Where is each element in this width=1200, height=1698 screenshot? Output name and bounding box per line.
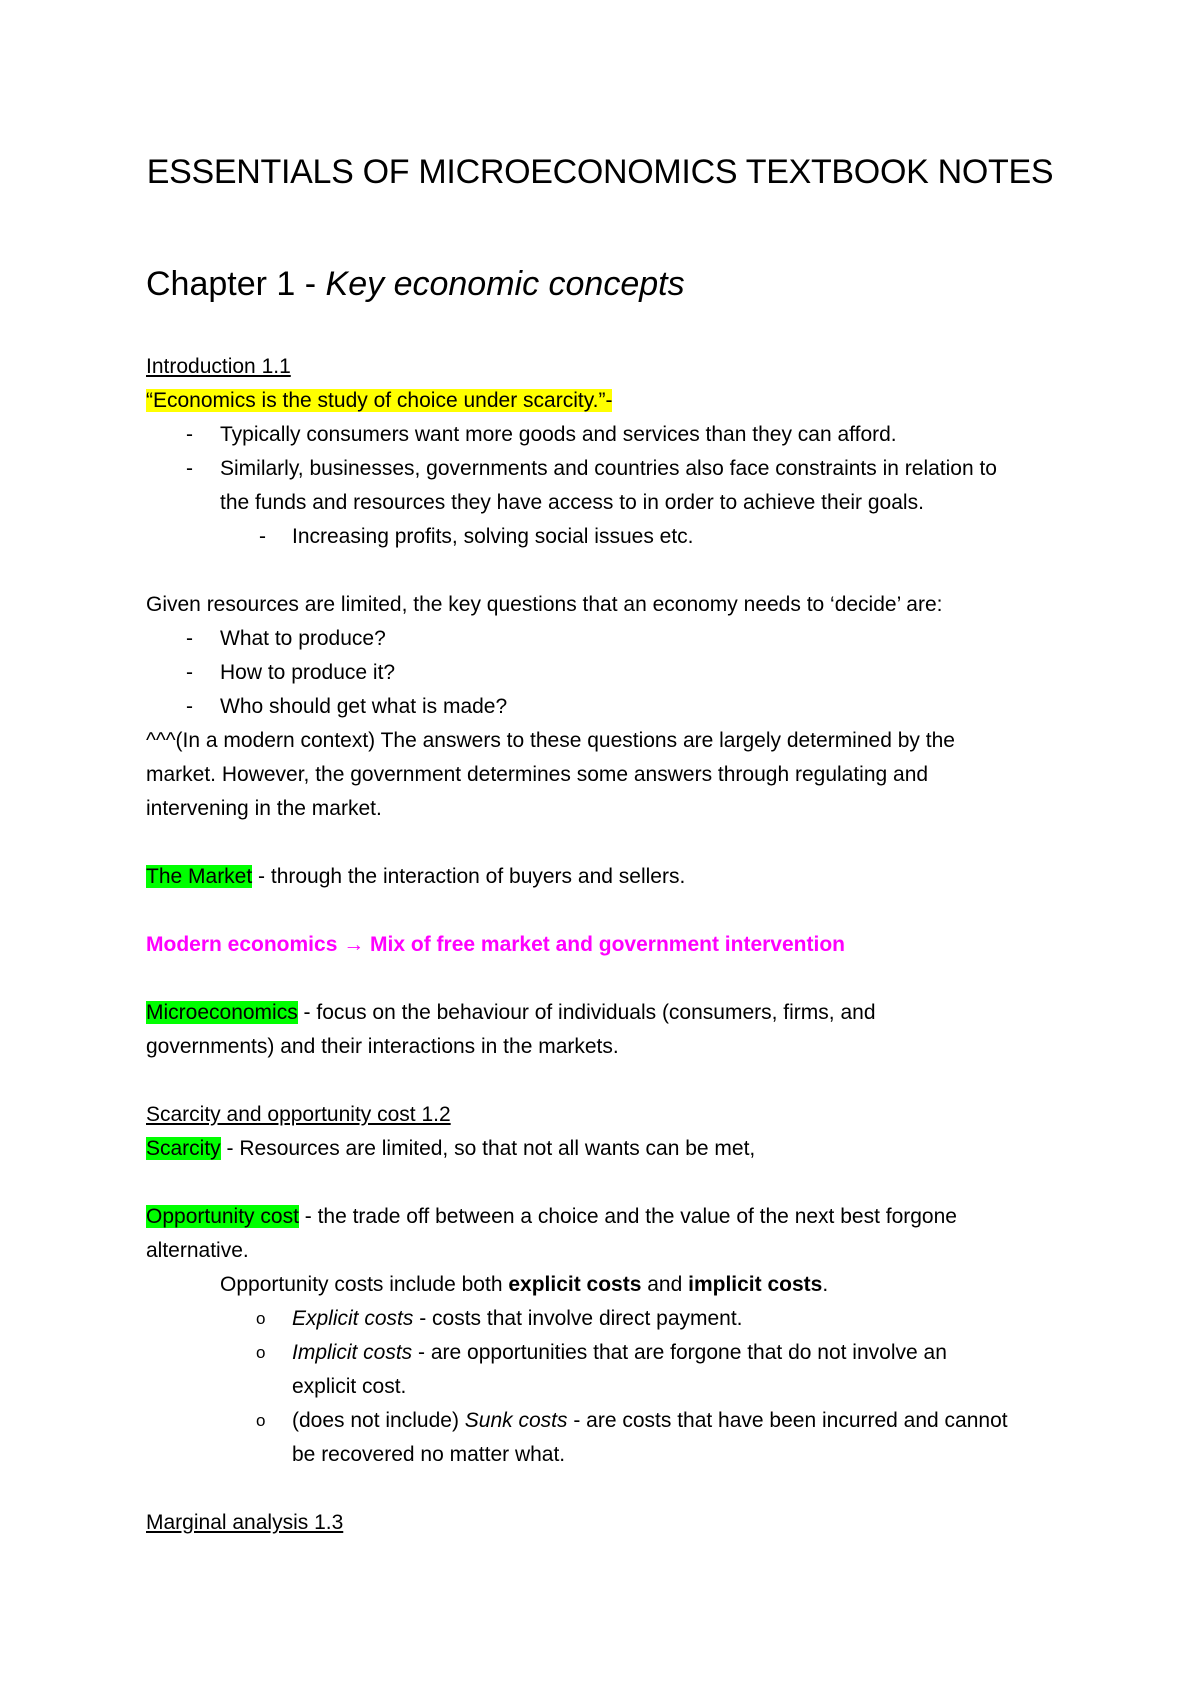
- market-definition: [146, 862, 1100, 892]
- opportunity-lead: [220, 1270, 1100, 1300]
- questions-note: ^^^(In a modern context) The answers to these questions are largely determined by the: [146, 729, 955, 752]
- intro-quote-dash: -: [605, 389, 613, 412]
- bullet-dash: -: [186, 627, 193, 650]
- question-text: Who should get what is made?: [220, 695, 508, 718]
- market-def: - through the interaction of buyers and sellers.: [252, 865, 686, 888]
- bullet-dash: -: [186, 661, 193, 684]
- micro-term: Microeconomics: [146, 1001, 298, 1024]
- scarcity-definition: [146, 1134, 1100, 1164]
- cost-def: - costs that involve direct payment.: [413, 1307, 743, 1330]
- bullet-text: the funds and resources they have access to in order to achieve their goals.: [220, 491, 924, 514]
- cost-term: Explicit costs: [292, 1307, 414, 1330]
- opportunity-def: - the trade off between a choice and the value of the next best forgone: [298, 1205, 957, 1228]
- lead-text: and: [641, 1273, 689, 1296]
- chapter-heading: [146, 262, 685, 306]
- micro-definition: [146, 998, 1100, 1028]
- chapter-prefix: Chapter 1 -: [146, 265, 326, 303]
- opportunity-definition-continued: alternative.: [146, 1239, 249, 1262]
- questions-lead: Given resources are limited, the key questions that an economy needs to ‘decide’ are:: [146, 593, 943, 616]
- questions-note: market. However, the government determines some answers through regulating and: [146, 763, 929, 786]
- intro-quote-text: “Economics is the study of choice under scarcity.”: [146, 389, 606, 412]
- opportunity-term: Opportunity cost: [146, 1205, 299, 1228]
- circle-bullet: o: [256, 1411, 266, 1430]
- micro-definition-continued: governments) and their interactions in the markets.: [146, 1035, 619, 1058]
- chapter-name: Key economic concepts: [325, 265, 685, 303]
- cost-term: Sunk costs: [464, 1409, 568, 1432]
- modern-economics-note: Modern economics → Mix of free market and government intervention: [146, 933, 845, 956]
- cost-item-text: [292, 1406, 1008, 1436]
- scarcity-term: Scarcity: [146, 1137, 221, 1160]
- bullet-dash: -: [259, 525, 266, 548]
- questions-note: intervening in the market.: [146, 797, 382, 820]
- opportunity-definition: [146, 1202, 1100, 1232]
- document-title: ESSENTIALS OF MICROECONOMICS TEXTBOOK NOTES: [146, 153, 1054, 191]
- lead-text: Opportunity costs include both: [220, 1273, 509, 1296]
- lead-explicit: explicit costs: [508, 1273, 642, 1296]
- scarcity-def: - Resources are limited, so that not all wants can be met,: [220, 1137, 756, 1160]
- cost-item-text: [292, 1338, 947, 1368]
- bullet-dash: -: [186, 423, 193, 446]
- cost-item-text: [292, 1304, 743, 1334]
- bullet-dash: -: [186, 695, 193, 718]
- circle-bullet: o: [256, 1309, 266, 1328]
- lead-implicit: implicit costs: [688, 1273, 823, 1296]
- intro-quote: [146, 389, 612, 412]
- micro-def: - focus on the behaviour of individuals (consumers, firms, and: [297, 1001, 876, 1024]
- question-text: How to produce it?: [220, 661, 396, 684]
- cost-def-continued: be recovered no matter what.: [292, 1443, 566, 1466]
- lead-text: .: [822, 1273, 829, 1296]
- bullet-text: Similarly, businesses, governments and countries also face constraints in relation to: [220, 457, 997, 480]
- market-term: The Market: [146, 865, 253, 888]
- bullet-text: Typically consumers want more goods and services than they can afford.: [220, 423, 897, 446]
- cost-def: - are costs that have been incurred and cannot: [567, 1409, 1008, 1432]
- question-text: What to produce?: [220, 627, 386, 650]
- intro-quote-line: [146, 386, 1100, 416]
- marginal-heading: Marginal analysis 1.3: [146, 1511, 344, 1534]
- intro-heading: Introduction 1.1: [146, 355, 291, 378]
- scarcity-heading: Scarcity and opportunity cost 1.2: [146, 1103, 451, 1126]
- cost-prefix: (does not include): [292, 1409, 465, 1432]
- bullet-dash: -: [186, 457, 193, 480]
- cost-def: - are opportunities that are forgone that do not involve an: [412, 1341, 947, 1364]
- cost-term: Implicit costs: [292, 1341, 413, 1364]
- circle-bullet: o: [256, 1343, 266, 1362]
- sub-bullet-text: Increasing profits, solving social issues etc.: [292, 525, 694, 548]
- cost-def-continued: explicit cost.: [292, 1375, 407, 1398]
